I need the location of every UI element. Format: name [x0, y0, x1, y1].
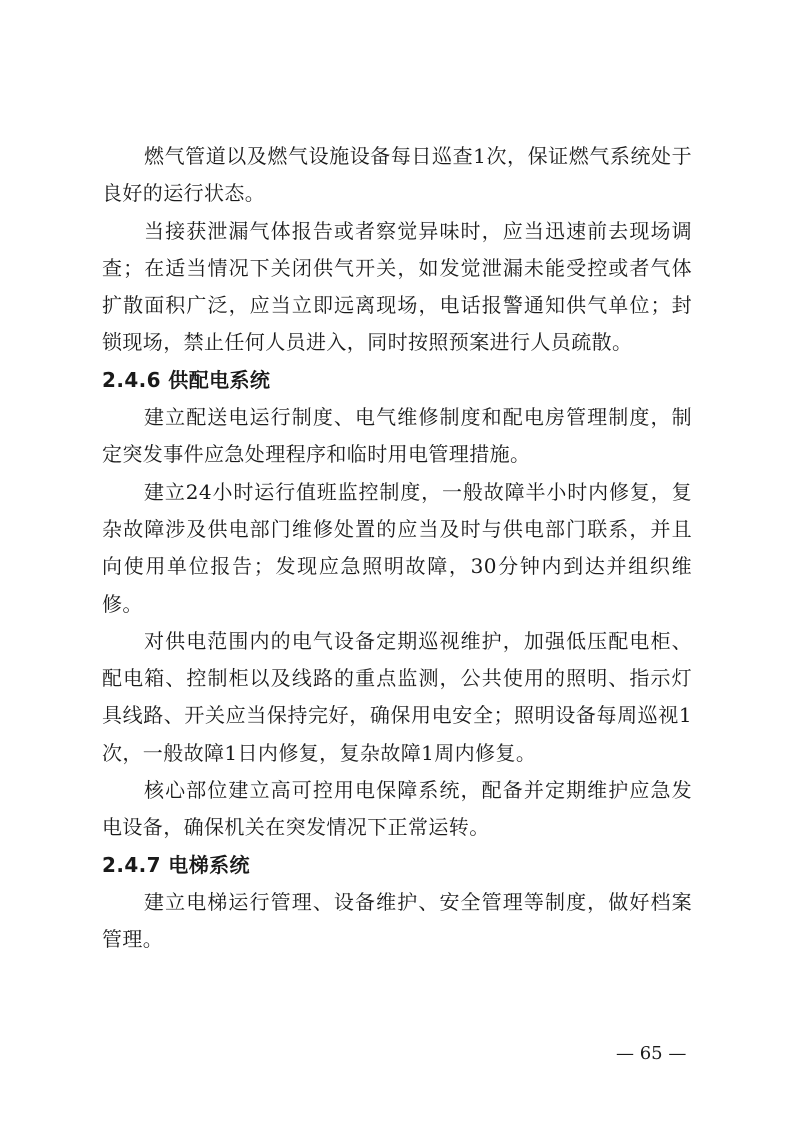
paragraph-gas-inspection: 燃气管道以及燃气设施设备每日巡查1次，保证燃气系统处于良好的运行状态。: [102, 144, 692, 206]
document-body: [102, 138, 692, 959]
paragraph-power-regulations: 建立配送电运行制度、电气维修制度和配电房管理制度，制定突发事件应急处理程序和临时用电管理措施。: [102, 405, 692, 467]
page-number: — 65 —: [616, 1043, 687, 1064]
paragraph-backup-power: 核心部位建立高可控用电保障系统，配备并定期维护应急发电设备，确保机关在突发情况下正常运转。: [102, 778, 692, 840]
section-heading-power-supply: 2.4.6 供配电系统: [102, 367, 271, 392]
paragraph-gas-leak-response: 当接获泄漏气体报告或者察觉异味时，应当迅速前去现场调查；在适当情况下关闭供气开关，如发觉泄漏未能受控或者气体扩散面积广泛，应当立即远离现场，电话报警通知供气单位；封锁现场，禁止任何人员进入，同时按照预案进行人员疏散。: [102, 218, 692, 355]
paragraph-elevator-management: 建立电梯运行管理、设备维护、安全管理等制度，做好档案管理。: [102, 889, 692, 952]
paragraph-power-monitoring: 建立24小时运行值班监控制度，一般故障半小时内修复，复杂故障涉及供电部门维修处置的应当及时与供电部门联系，并且向使用单位报告；发现应急照明故障，30分钟内到达并组织维修。: [102, 479, 692, 616]
section-heading-elevator: 2.4.7 电梯系统: [102, 852, 250, 877]
paragraph-equipment-inspection: 对供电范围内的电气设备定期巡视维护，加强低压配电柜、配电箱、控制柜以及线路的重点监测，公共使用的照明、指示灯具线路、开关应当保持完好，确保用电安全；照明设备每周巡视1次，一般故障1日内修复，复杂故障1周内修复。: [102, 628, 692, 765]
